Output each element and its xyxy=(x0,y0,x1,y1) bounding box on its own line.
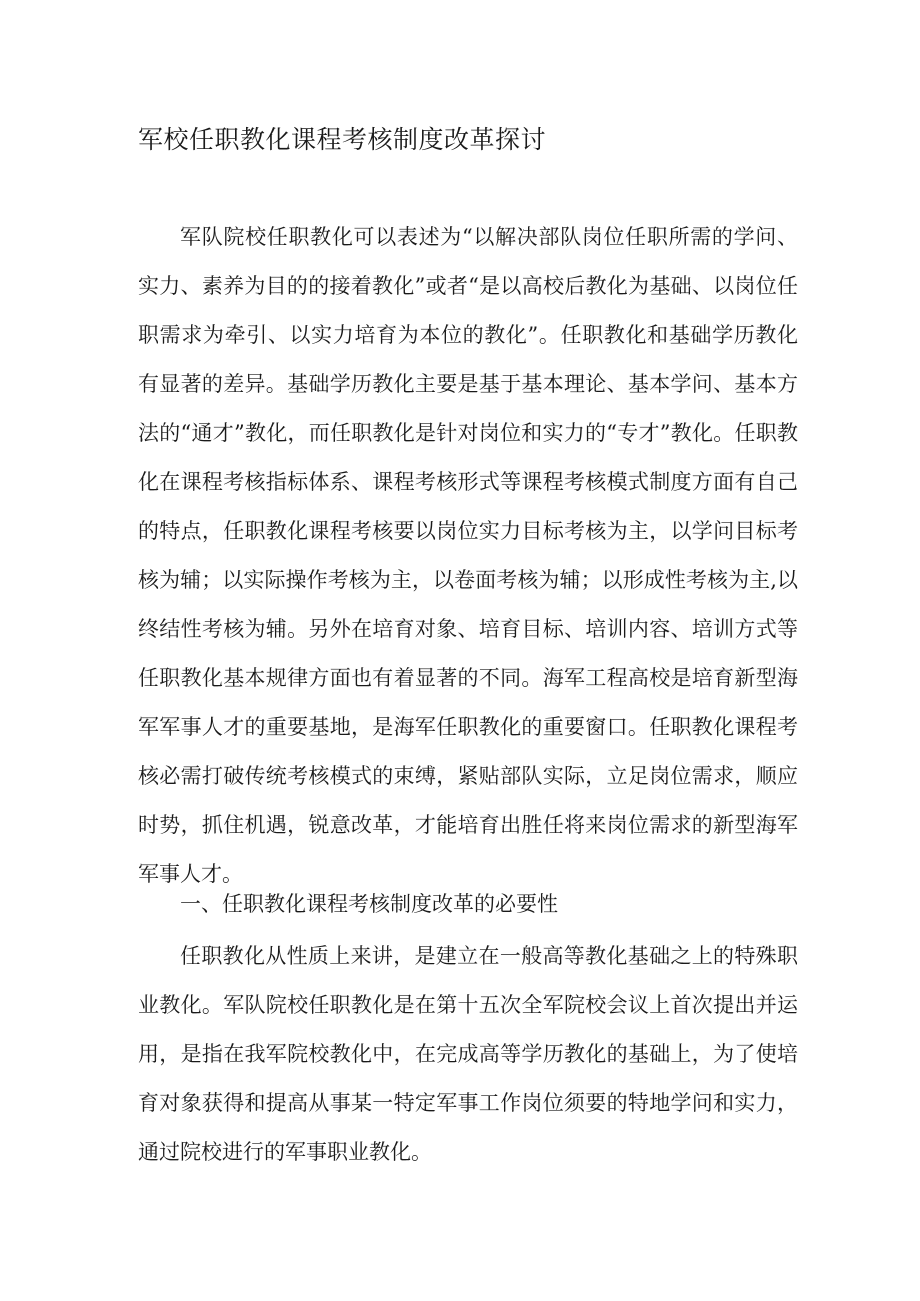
section-heading: 一、任职教化课程考核制度改革的必要性 xyxy=(180,892,558,916)
body-paragraph: 任职教化从性质上来讲，是建立在一般高等教化基础之上的特殊职业教化。军队院校任职教化是在第十五次全军院校会议上首次提出并运用，是指在我军院校教化中，在完成高等学历教化的基础上，为了使培育对象获得和提高从事某一特定军事工作岗位须要的特地学问和实力，通过院校进行的军事职业教化。 xyxy=(138,944,798,1164)
body-paragraph: 军队院校任职教化可以表述为“以解决部队岗位任职所需的学问、实力、素养为目的的接着教化”或者“是以高校后教化为基础、以岗位任职需求为牵引、以实力培育为本位的教化”。任职教化和基础学历教化有显著的差异。基础学历教化主要是基于基本理论、基本学问、基本方法的“通才”教化，而任职教化是针对岗位和实力的“专才”教化。任职教化在课程考核指标体系、课程考核形式等课程考核模式制度方面有自己的特点，任职教化课程考核要以岗位实力目标考核为主，以学问目标考核为辅；以实际操作考核为主，以卷面考核为辅；以形成性考核为主,以终结性考核为辅。另外在培育对象、培育目标、培训内容、培训方式等任职教化基本规律方面也有着显著的不同。海军工程高校是培育新型海军军事人才的重要基地，是海军任职教化的重要窗口。任职教化课程考核必需打破传统考核模式的束缚，紧贴部队实际，立足岗位需求，顺应时势，抓住机遇，锐意改革，才能培育出胜任将来岗位需求的新型海军军事人才。 xyxy=(138,225,798,886)
document-title: 军校任职教化课程考核制度改革探讨 xyxy=(138,125,547,154)
